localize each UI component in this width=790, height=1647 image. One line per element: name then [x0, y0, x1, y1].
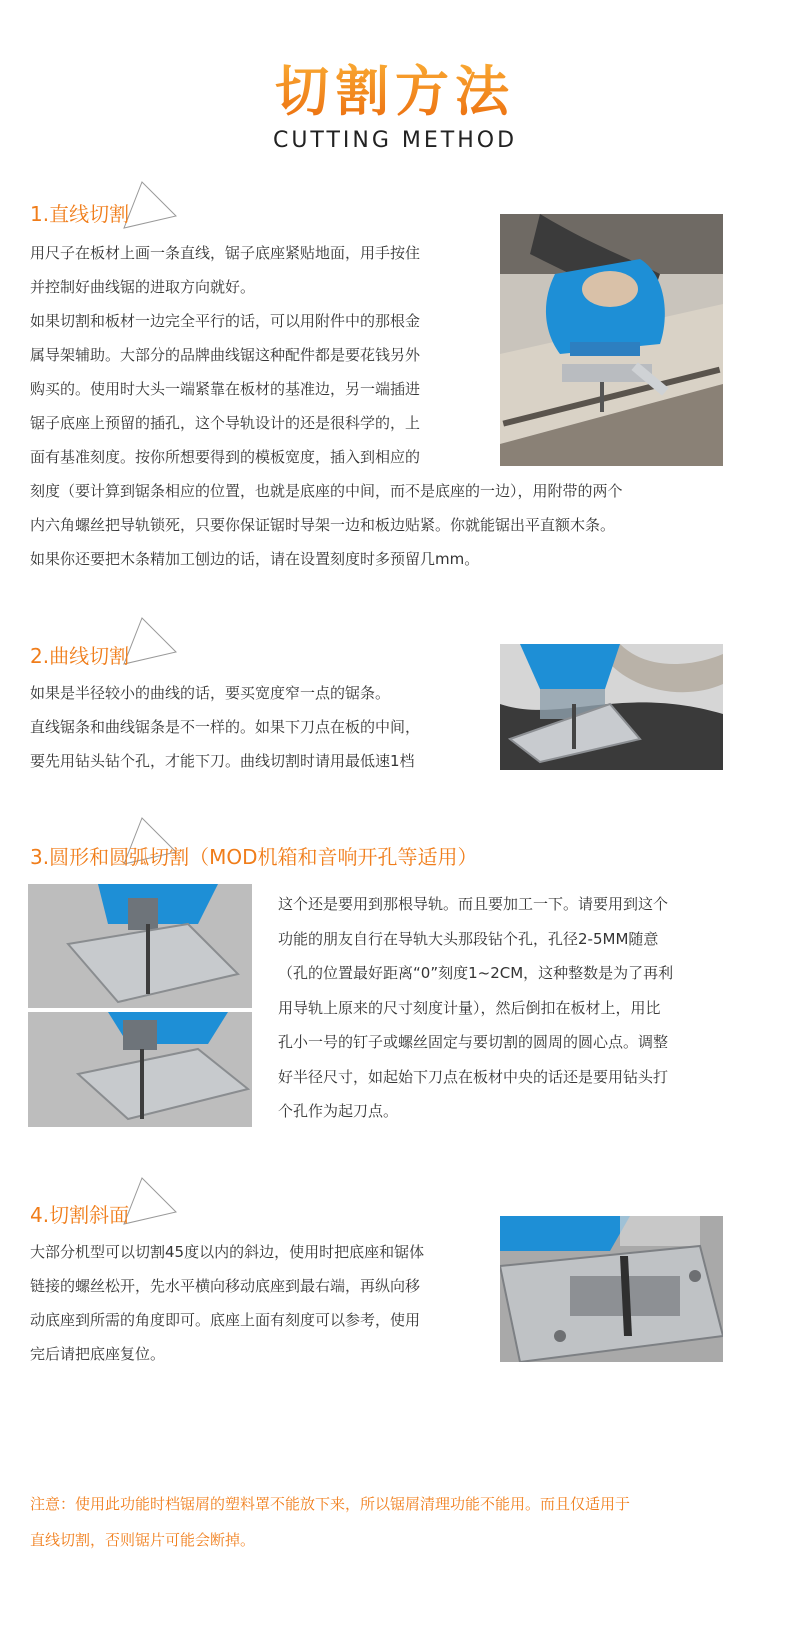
paragraph-line: 用导轨上原来的尺寸刻度计量），然后倒扣在板材上，用比	[278, 998, 661, 1017]
paragraph-line: 个孔作为起刀点。	[278, 1102, 399, 1120]
paragraph-line: 要先用钻头钻个孔，才能下刀。曲线切割时请用最低速1档	[30, 752, 415, 770]
section-text	[30, 1235, 490, 1371]
jigsaw-straight-cut-photo	[500, 214, 723, 466]
section-text-wide	[30, 474, 770, 576]
paragraph-line: 完后请把底座复位。	[30, 1345, 166, 1363]
section-text	[30, 676, 490, 778]
note-line: 直线切割，否则锯片可能会断掉。	[30, 1531, 256, 1549]
section-text	[30, 236, 490, 474]
paragraph-line: 动底座到所需的角度即可。底座上面有刻度可以参考，使用	[30, 1311, 421, 1329]
paragraph-line: 面有基准刻度。按你所想要得到的模板宽度，插入到相应的	[30, 448, 421, 466]
paragraph-line: （孔的位置最好距离“0”刻度1~2CM，这种整数是为了再利	[278, 964, 674, 982]
section-title: 2.曲线切割	[30, 644, 130, 668]
paragraph-line: 大部分机型可以切割45度以内的斜边，使用时把底座和锯体	[30, 1243, 425, 1261]
page-header	[0, 62, 790, 153]
paragraph-line: 功能的朋友自行在导轨大头那段钻个孔，孔径2-5MM随意	[278, 929, 659, 948]
paragraph-line: 好半径尺寸，如起始下刀点在板材中央的话还是要用钻头打	[278, 1067, 669, 1086]
section-title: 4.切割斜面	[30, 1203, 130, 1227]
paragraph-line: 这个还是要用到那根导轨。而且要加工一下。请要用到这个	[278, 895, 669, 913]
paragraph-line: 刻度（要计算到锯条相应的位置，也就是底座的中间，而不是底座的一边），用附带的两个	[30, 482, 623, 500]
note-line: 注意：使用此功能时档锯屑的塑料罩不能放下来，所以锯屑清理功能不能用。而且仅适用于	[30, 1495, 631, 1513]
paragraph-line: 内六角螺丝把导轨锁死，只要你保证锯时导架一边和板边贴紧。你就能锯出平直额木条。	[30, 516, 616, 534]
paragraph-line: 锯子底座上预留的插孔，这个导轨设计的还是很科学的，上	[30, 414, 421, 432]
paragraph-line: 如果切割和板材一边完全平行的话，可以用附件中的那根金	[30, 312, 421, 330]
paragraph-line: 用尺子在板材上画一条直线，锯子底座紧贴地面，用手按住	[30, 244, 421, 262]
paragraph-line: 如果你还要把木条精加工刨边的话，请在设置刻度时多预留几mm。	[30, 550, 480, 568]
note-warning	[30, 1486, 750, 1558]
paragraph-line: 孔小一号的钉子或螺丝固定与要切割的圆周的圆心点。调整	[278, 1033, 669, 1051]
page-title: 切割方法	[0, 62, 790, 122]
section-text	[278, 887, 778, 1129]
jigsaw-curve-cut-photo	[500, 644, 723, 770]
jigsaw-bevel-cut-photo	[500, 1216, 723, 1362]
paragraph-line: 并控制好曲线锯的进取方向就好。	[30, 278, 256, 296]
paragraph-line: 属导架辅助。大部分的品牌曲线锯这种配件都是要花钱另外	[30, 346, 421, 364]
jigsaw-circle-cut-photo	[28, 884, 252, 1127]
section-title: 1.直线切割	[30, 202, 130, 226]
paragraph-line: 如果是半径较小的曲线的话，要买宽度窄一点的锯条。	[30, 684, 391, 702]
page-subtitle: CUTTING METHOD	[272, 128, 518, 153]
section-title: 3.圆形和圆弧切割（MOD机箱和音响开孔等适用）	[30, 845, 478, 869]
paragraph-line: 直线锯条和曲线锯条是不一样的。如果下刀点在板的中间，	[30, 718, 421, 736]
paragraph-line: 链接的螺丝松开，先水平横向移动底座到最右端，再纵向移	[30, 1277, 421, 1295]
paragraph-line: 购买的。使用时大头一端紧靠在板材的基准边，另一端插进	[30, 380, 421, 398]
